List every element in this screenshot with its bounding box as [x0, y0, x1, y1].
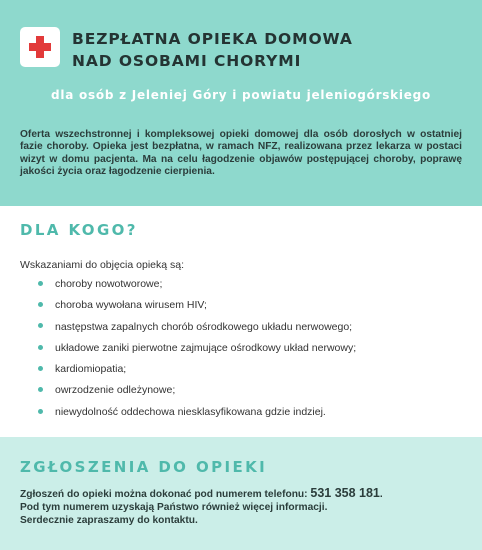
contact-line-1: Zgłoszeń do opieki można dokonać pod numerem telefonu: 531 358 181.: [20, 486, 383, 500]
section-title-who: DLA KOGO?: [20, 221, 138, 239]
list-item: układowe zaniki pierwotne zajmujące ośrodkowy układ nerwowy;: [38, 338, 356, 359]
indications-list: [38, 274, 356, 423]
header-band: [0, 0, 482, 206]
contact-info: [20, 487, 470, 528]
indications-lead: Wskazaniami do objęcia opieką są:: [20, 259, 185, 271]
list-item: choroba wywołana wirusem HIV;: [38, 295, 356, 316]
bullet-icon: [38, 323, 43, 328]
intro-paragraph: Oferta wszechstronnej i kompleksowej opieki domowej dla osób dorosłych w ostatniej fazie choroby. Opieka jest bezpłatna, w ramach NFZ, realizowana przez lekarza w postaci wizyt w domu pacjenta. Ma na celu łagodzenie objawów postępującej choroby, poprawę jakości życia oraz łagodzenie cierpienia.: [20, 129, 462, 178]
contact-line-3: Serdecznie zapraszamy do kontaktu.: [20, 515, 198, 527]
bullet-icon: [38, 409, 43, 414]
page-title: [72, 28, 353, 72]
list-item: kardiomiopatia;: [38, 359, 356, 380]
bullet-icon: [38, 387, 43, 392]
bullet-icon: [38, 366, 43, 371]
contact-line-2: Pod tym numerem uzyskają Państwo również więcej informacji.: [20, 502, 328, 514]
title-line-1: BEZPŁATNA OPIEKA DOMOWA: [72, 30, 353, 48]
bullet-icon: [38, 345, 43, 350]
subtitle: dla osób z Jeleniej Góry i powiatu jeleniogórskiego: [51, 88, 431, 102]
section-title-contact: ZGŁOSZENIA DO OPIEKI: [20, 458, 268, 476]
phone-number: 531 358 181: [310, 486, 380, 500]
list-item: następstwa zapalnych chorób ośrodkowego układu nerwowego;: [38, 317, 356, 338]
bullet-icon: [38, 281, 43, 286]
red-cross-icon: [20, 27, 60, 67]
list-item: niewydolność oddechowa niesklasyfikowana gdzie indziej.: [38, 402, 356, 423]
list-item: owrzodzenie odleżynowe;: [38, 380, 356, 401]
list-item: choroby nowotworowe;: [38, 274, 356, 295]
title-line-2: NAD OSOBAMI CHORYMI: [72, 52, 302, 70]
bullet-icon: [38, 302, 43, 307]
